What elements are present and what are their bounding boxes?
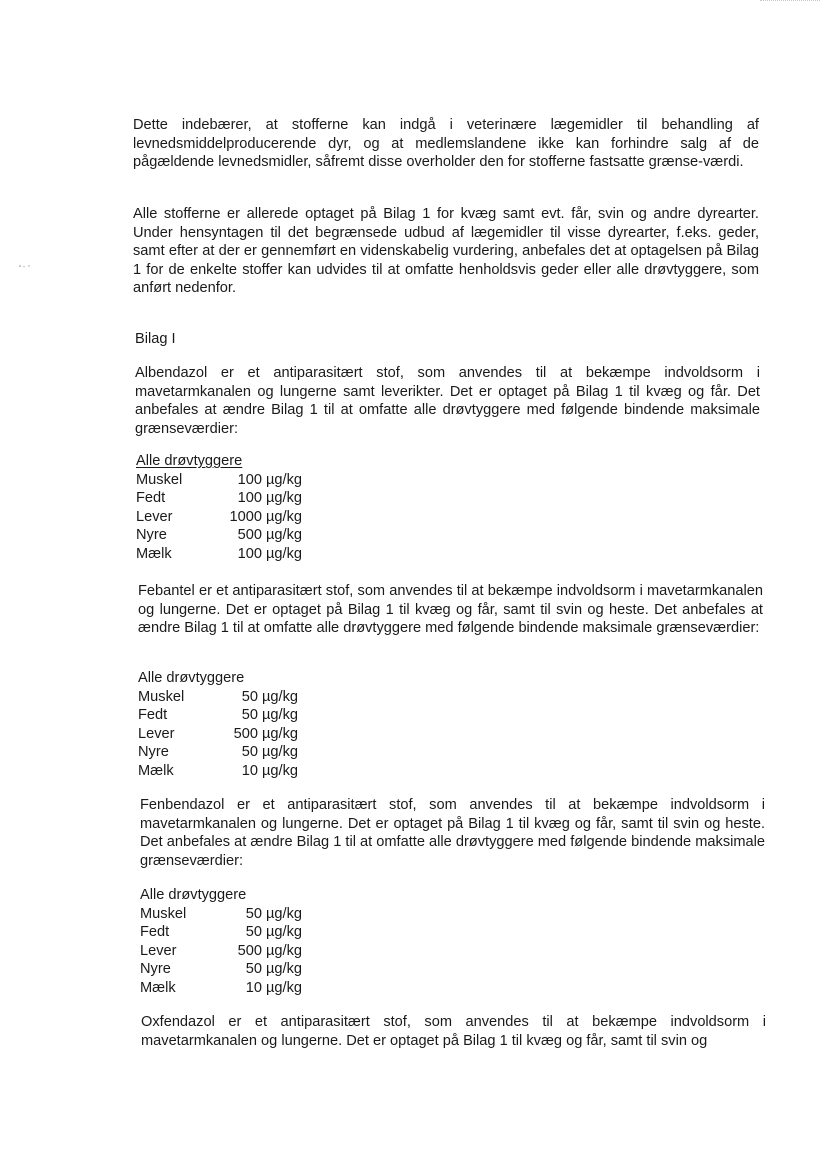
tissue-label: Fedt — [136, 490, 166, 507]
tissue-label: Muskel — [136, 471, 183, 488]
table-row — [138, 725, 298, 744]
limit-unit: µg/kg — [262, 707, 298, 724]
table-row — [136, 489, 302, 508]
limit-value: 50 — [241, 744, 258, 761]
limit-unit: µg/kg — [266, 471, 302, 488]
tissue-label: Mælk — [136, 545, 172, 562]
tissue-label: Lever — [138, 725, 175, 742]
limit-unit: µg/kg — [266, 545, 302, 562]
limit-unit: µg/kg — [266, 924, 302, 941]
limit-value: 100 — [237, 490, 262, 507]
section-heading: Bilag I — [135, 331, 176, 347]
tissue-label: Fedt — [140, 924, 170, 941]
tissue-label: Mælk — [140, 979, 176, 996]
limit-unit: µg/kg — [266, 979, 302, 996]
limit-unit: µg/kg — [262, 725, 298, 742]
limit-value: 10 — [241, 762, 258, 779]
table-header: Alle drøvtyggere — [140, 887, 247, 903]
albendazol-paragraph: Albendazol er et antiparasitært stof, som anvendes til at bekæmpe indvoldsorm i mavetarmkanalen og lungerne samt leverikter. Det er optaget på Bilag 1 til kvæg og får. Det anbefales at ændre Bilag 1 til at omfatte alle drøvtyggere med følgende bindende maksimale grænseværdier: — [135, 365, 760, 437]
limit-value: 100 — [237, 471, 262, 488]
limit-unit: µg/kg — [266, 508, 302, 525]
scan-mark — [760, 0, 820, 3]
tissue-label: Fedt — [138, 707, 168, 724]
limit-value: 50 — [245, 961, 262, 978]
limit-value: 50 — [245, 905, 262, 922]
table-row — [136, 526, 302, 545]
limit-value: 50 — [241, 688, 258, 705]
limit-unit: µg/kg — [262, 744, 298, 761]
limit-value: 50 — [245, 924, 262, 941]
limit-unit: µg/kg — [266, 527, 302, 544]
table-row — [138, 706, 298, 725]
limit-value: 500 — [237, 527, 262, 544]
limit-unit: µg/kg — [266, 961, 302, 978]
table-row — [140, 942, 302, 961]
table-row — [136, 471, 302, 490]
table-row — [140, 923, 302, 942]
tissue-label: Muskel — [138, 688, 185, 705]
limit-unit: µg/kg — [266, 490, 302, 507]
fenbendazol-mrl-table — [140, 886, 302, 998]
limit-value: 50 — [241, 707, 258, 724]
tissue-label: Nyre — [136, 527, 167, 544]
tissue-label: Mælk — [138, 762, 174, 779]
table-row — [140, 905, 302, 924]
albendazol-mrl-table — [136, 452, 302, 564]
tissue-label: Lever — [136, 508, 173, 525]
limit-value: 10 — [245, 979, 262, 996]
fenbendazol-paragraph: Fenbendazol er et antiparasitært stof, som anvendes til at bekæmpe indvoldsorm i mavetarmkanalen og lungerne. Det er optaget på Bilag 1 til kvæg og får, samt til svin og heste. Det anbefales at ændre Bilag 1 til at omfatte alle drøvtyggere med følgende bindende maksimale grænseværdier: — [140, 797, 765, 869]
tissue-label: Lever — [140, 942, 177, 959]
table-header: Alle drøvtyggere — [138, 670, 245, 686]
febantel-mrl-table — [138, 669, 298, 781]
table-row — [136, 545, 302, 564]
table-row — [140, 979, 302, 998]
limit-unit: µg/kg — [262, 762, 298, 779]
limit-unit: µg/kg — [262, 688, 298, 705]
limit-unit: µg/kg — [266, 905, 302, 922]
scan-speck — [18, 264, 32, 268]
table-header: Alle drøvtyggere — [136, 453, 243, 469]
table-row — [138, 688, 298, 707]
table-row — [140, 960, 302, 979]
limit-value: 500 — [233, 725, 258, 742]
limit-value: 500 — [237, 942, 262, 959]
intro-paragraph: Dette indebærer, at stofferne kan indgå i veterinære lægemidler til behandling af levnedsmiddelproducerende dyr, og at medlemslandene ikke kan forhindre salg af de pågældende levnedsmidler, såfremt disse overholder den for stofferne fastsatte grænse-værdi. — [133, 117, 759, 171]
limit-unit: µg/kg — [266, 942, 302, 959]
table-row — [136, 508, 302, 527]
febantel-paragraph: Febantel er et antiparasitært stof, som anvendes til at bekæmpe indvoldsorm i mavetarmkanalen og lungerne. Det er optaget på Bilag 1 til kvæg og får, samt til svin og heste. Det anbefales at ændre Bilag 1 til at omfatte alle drøvtyggere med følgende bindende maksimale grænseværdier: — [138, 583, 763, 637]
oxfendazol-paragraph: Oxfendazol er et antiparasitært stof, som anvendes til at bekæmpe indvoldsorm i mavetarmkanalen og lungerne. Det er optaget på Bilag 1 til kvæg og får, samt til svin og — [141, 1014, 766, 1049]
tissue-label: Nyre — [140, 961, 171, 978]
table-row — [138, 743, 298, 762]
tissue-label: Muskel — [140, 905, 187, 922]
tissue-label: Nyre — [138, 744, 169, 761]
scope-paragraph: Alle stofferne er allerede optaget på Bilag 1 for kvæg samt evt. får, svin og andre dyrearter. Under hensyntagen til det begrænsede udbud af lægemidler til visse dyrearter, f.eks. geder, samt efter at der er gennemført en videnskabelig vurdering, anbefales det at optagelsen på Bilag 1 for de enkelte stoffer kan udvides til at omfatte henholdsvis geder eller alle drøvtyggere, som anført nedenfor. — [133, 206, 759, 297]
table-row — [138, 762, 298, 781]
limit-value: 1000 — [229, 508, 262, 525]
limit-value: 100 — [237, 545, 262, 562]
